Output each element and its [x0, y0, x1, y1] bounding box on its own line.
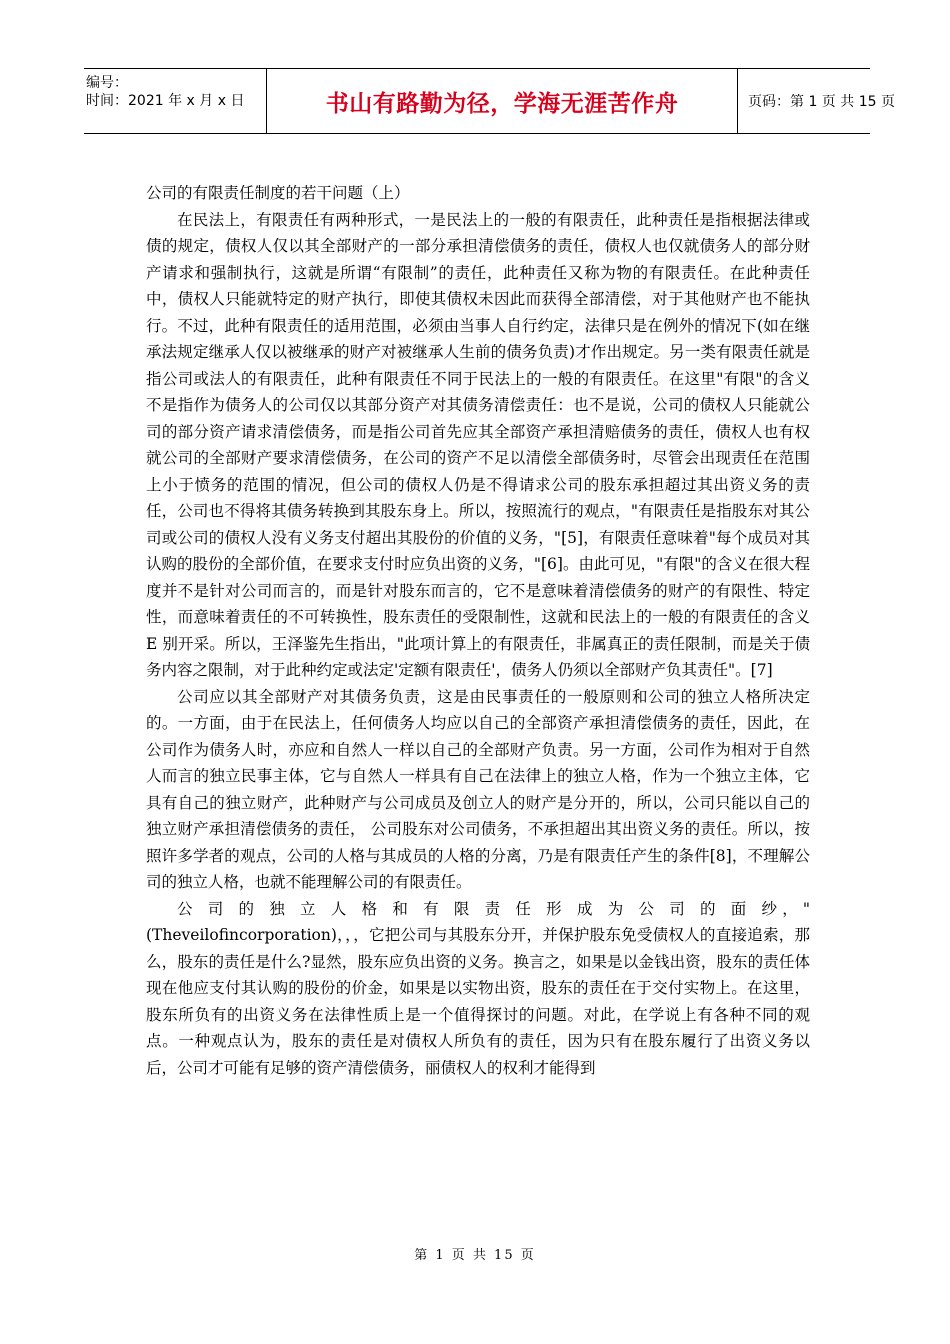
- document-body: [146, 180, 810, 1081]
- paragraph: 在民法上，有限责任有两种形式，一是民法上的一般的有限责任，此种责任是指根据法律或债的规定，债权人仅以其全部财产的一部分承担清偿债务的责任，债权人也仅就债务人的部分财产请求和强制执行，这就是所谓“有限制”的责任，此种责任又称为物的有限责任。在此种责任中，债权人只能就特定的财产执行，即使其债权未因此而获得全部清偿，对于其他财产也不能执行。不过，此种有限责任的适用范围，必须由当事人自行约定，法律只是在例外的情况下(如在继承法规定继承人仅以被继承的财产对被继承人生前的债务负责)才作出规定。另一类有限责任就是指公司或法人的有限责任，此种有限责任不同于民法上的一般的有限责任。在这里"有限"的含义不是指作为债务人的公司仅以其部分资产对其债务清偿责任：也不是说，公司的债权人只能就公司的部分资产请求清偿债务，而是指公司首先应其全部资产承担清赔债务的责任，债权人也有权就公司的全部财产要求清偿债务，在公司的资产不足以清偿全部债务时，尽管会出现责任在范围上小于愤务的范围的情况，但公司的债权人仍是不得请求公司的股东承担超过其出资义务的责任，公司也不得将其债务转换到其股东身上。所以，按照流行的观点，"有限责任是指股东对其公司或公司的债权人没有义务支付超出其股份的价值的义务，"[5]，有限责任意味着"每个成员对其认购的股份的全部价值，在要求支付时应负出资的义务，"[6]。由此可见，"有限"的含义在很大程度并不是针对公司而言的，而是针对股东而言的，它不是意味着清偿债务的财产的有限性、特定性，而意味着责任的不可转换性，股东责任的受限制性，这就和民法上的一般的有限责任的含义 E 别开采。所以，王泽鉴先生指出，"此项计算上的有限责任，非属真正的责任限制，而是关于债务内容之限制，对于此种约定或法定'定额有限责任'，债务人仍须以全部财产负其责任"。[7]: [146, 210, 810, 679]
- paragraph: 公 司 的 独 立 人 格 和 有 限 责 任 形 成 为 公 司 的 面 纱，"(Theveilofincorporation)，，，它把公司与其股东分开，并保护股东免受债权人的直接追索，那么，股东的责任是什么?显然，股东应负出资的义务。换言之，如果是以金钱出资，股东的责任体现在他应支付其认购的股份的价金，如果是以实物出资，股东的责任在于交付实物上。在这里，股东所负有的出资义务在法律性质上是一个值得探讨的问题。对此，在学说上有各种不同的观点。一种观点认为，股东的责任是对债权人所负有的责任，因为只有在股东履行了出资义务以后，公司才可能有足够的资产清偿债务，丽债权人的权利才能得到: [146, 899, 810, 1077]
- date-label: 时间：2021 年 x 月 x 日: [86, 93, 245, 109]
- document-title: 公司的有限责任制度的若干问题（上）: [146, 184, 410, 202]
- header-page-info: 页码：第 1 页 共 15 页: [748, 94, 895, 110]
- doc-number-label: 编号：: [86, 75, 128, 91]
- header-meta: [84, 69, 264, 133]
- header-motto: 书山有路勤为径，学海无涯苦作舟: [266, 69, 738, 133]
- paragraph: 公司应以其全部财产对其债务负责，这是由民事责任的一般原则和公司的独立人格所决定的。一方面，由于在民法上，任何债务人均应以自己的全部资产承担清偿债务的责任，因此，在公司作为债务人时，亦应和自然人一样以自己的全部财产负责。另一方面，公司作为相对于自然人而言的独立民事主体，它与自然人一样具有自己在法律上的独立人格，作为一个独立主体，它具有自己的独立财产，此种财产与公司成员及创立人的财产是分开的，所以，公司只能以自己的独立财产承担清偿债务的责任， 公司股东对公司债务，不承担超出其出资义务的责任。所以，按照许多学者的观点，公司的人格与其成员的人格的分离，乃是有限责任产生的条件[8]，不理解公司的独立人格，也就不能理解公司的有限责任。: [146, 687, 810, 891]
- page-footer: 第 1 页 共 15 页: [414, 1248, 536, 1263]
- document-header: [84, 68, 895, 134]
